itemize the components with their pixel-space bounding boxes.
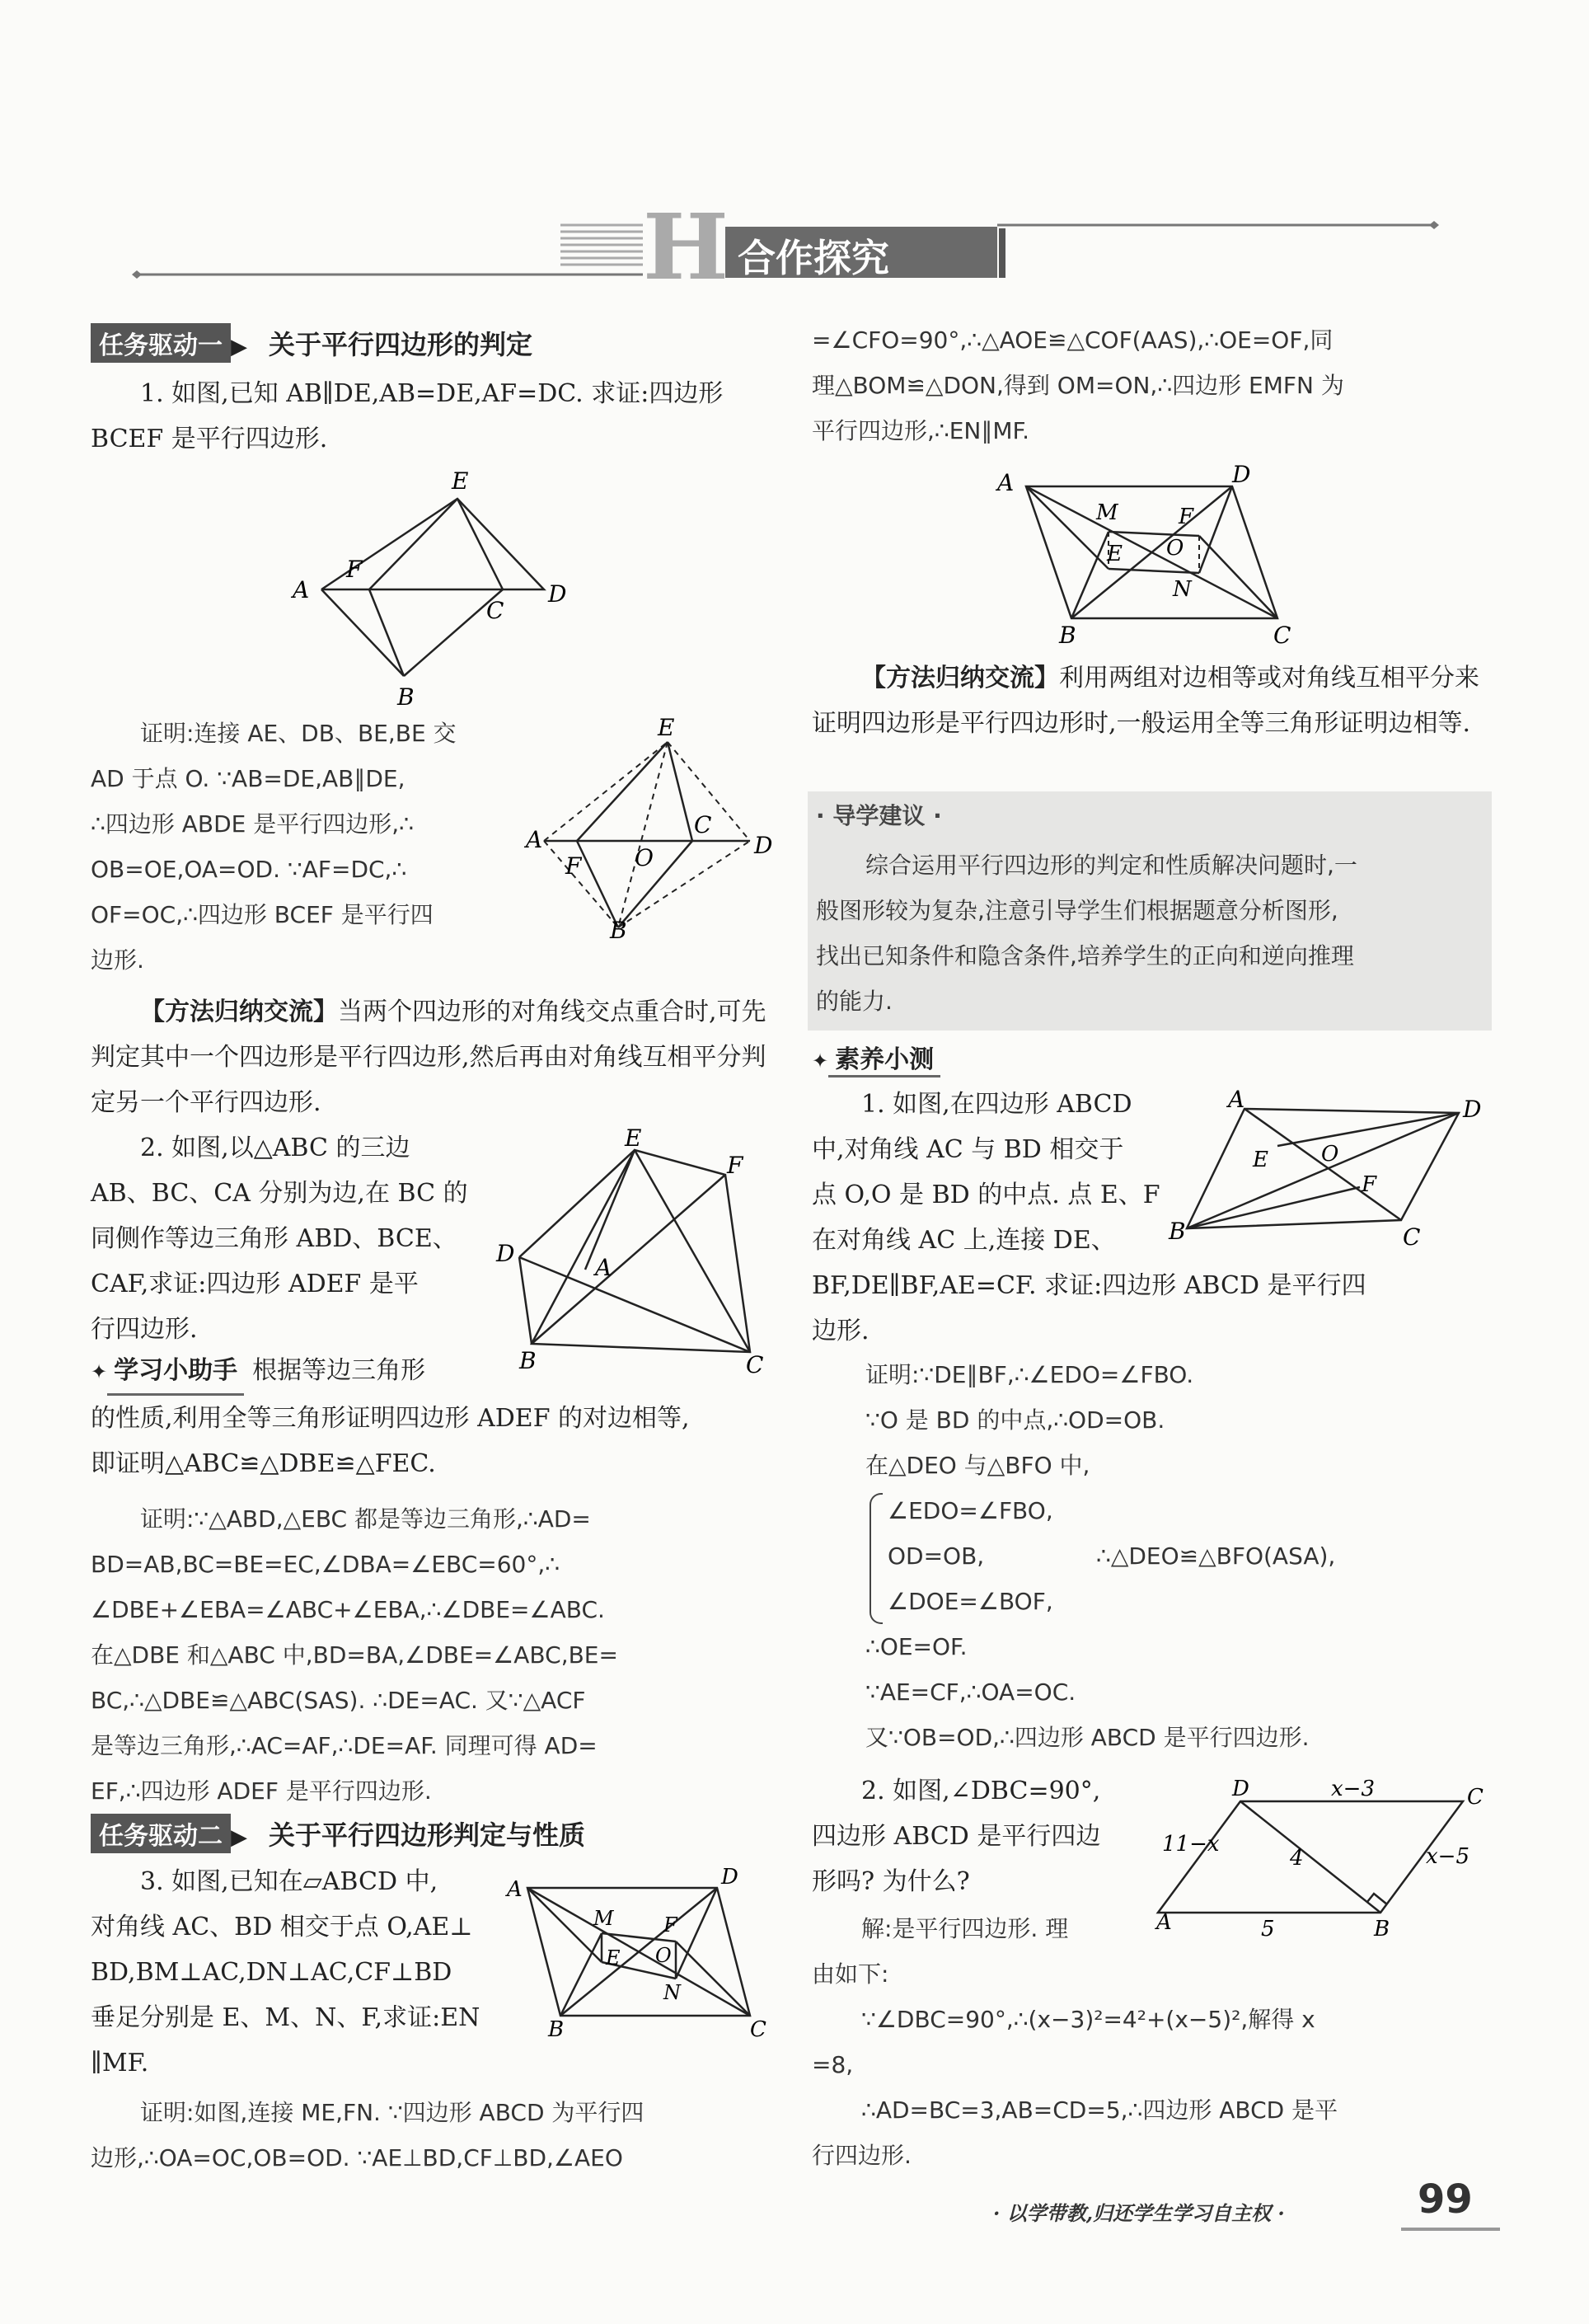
star-icon: ✦ xyxy=(91,1360,108,1383)
fig7-label-A: A xyxy=(1156,1910,1172,1935)
proof-line: BD=AB,BC=BE=EC,∠DBA=∠EBC=60°,∴ xyxy=(91,1551,560,1578)
helper-label: 学习小助手 xyxy=(107,1348,244,1396)
fig5-label-N: N xyxy=(1173,577,1192,602)
fig2-label-C: C xyxy=(694,811,712,838)
task1-method xyxy=(91,989,766,1125)
helper-line: 的性质,利用全等三角形证明四边形 ADEF 的对边相等, xyxy=(91,1404,690,1433)
proof-line: BC,∴△DBE≌△ABC(SAS). ∴DE=AC. 又∵△ACF xyxy=(91,1687,586,1714)
fig2-label-A: A xyxy=(526,826,543,853)
fig7-label-x-3: x−3 xyxy=(1331,1777,1375,1801)
fig3-label-E: E xyxy=(625,1124,642,1152)
section-header xyxy=(132,194,1434,300)
task2-question3 xyxy=(91,1859,519,2086)
fig6-label-D: D xyxy=(1463,1096,1482,1123)
fig1-label-A: A xyxy=(293,576,310,603)
helper-text: 根据等边三角形 xyxy=(252,1356,426,1385)
fig2-label-E: E xyxy=(658,714,675,741)
header-title: 合作探究 xyxy=(738,236,889,280)
q2-line: 行四边形. xyxy=(91,1315,198,1344)
guide-line: 综合运用平行四边形的判定和性质解决问题时,一 xyxy=(865,852,1357,879)
q2-line: 同侧作等边三角形 ABD、BCE、 xyxy=(91,1224,457,1253)
quiz-proof1 xyxy=(812,1352,1496,1488)
guide-title: · 导学建议 · xyxy=(816,802,942,829)
fig7-label-C: C xyxy=(1467,1785,1484,1810)
quiz-q1-line: 中,对角线 AC 与 BD 相交于 xyxy=(812,1135,1124,1164)
proof-line: 平行四边形,∴EN∥MF. xyxy=(812,417,1030,444)
proof-line: 理△BOM≌△DON,得到 OM=ON,∴四边形 EMFN 为 xyxy=(812,372,1344,399)
fig5-label-C: C xyxy=(1273,622,1291,649)
fig6-label-B: B xyxy=(1169,1218,1186,1245)
equation-system xyxy=(869,1488,1496,1628)
quiz-label: 素养小测 xyxy=(828,1039,940,1077)
task2-badge: 任务驱动二 xyxy=(91,1814,231,1853)
teaching-guide-box xyxy=(808,791,1492,1031)
fig2-label-B: B xyxy=(610,917,627,944)
fig4-label-N: N xyxy=(663,1981,681,2004)
fig7-label-B: B xyxy=(1374,1917,1390,1941)
task1-badge: 任务驱动一 xyxy=(91,323,231,363)
proof-line: 边形,∴OA=OC,OB=OD. ∵AE⊥BD,CF⊥BD,∠AEO xyxy=(91,2144,623,2171)
fig4-label-D: D xyxy=(721,1865,738,1890)
figure-3 xyxy=(495,1124,775,1378)
guide-line: 找出已知条件和隐含条件,培养学生的正向和逆向推理 xyxy=(816,942,1354,970)
fig7-label-x-5: x−5 xyxy=(1426,1844,1469,1869)
q3-line: 3. 如图,已知在▱ABCD 中, xyxy=(140,1867,438,1896)
proof-line: OB=OE,OA=OD. ∵AF=DC,∴ xyxy=(91,856,407,883)
system-line: OD=OB, xyxy=(888,1542,985,1570)
fig1-label-B: B xyxy=(397,683,415,711)
header-letter: H xyxy=(643,194,729,300)
guide-line: 般图形较为复杂,注意引导学生们根据题意分析图形, xyxy=(816,897,1338,924)
q2-line: AB、BC、CA 分别为边,在 BC 的 xyxy=(91,1179,468,1208)
fig5-label-E: E xyxy=(1107,542,1123,566)
star-icon: ✦ xyxy=(812,1049,829,1073)
proof-line: 又∵OB=OD,∴四边形 ABCD 是平行四边形. xyxy=(865,1724,1310,1751)
proof-line: 边形. xyxy=(91,946,144,974)
solution-line: ∴AD=BC=3,AB=CD=5,∴四边形 ABCD 是平 xyxy=(861,2096,1338,2124)
fig1-label-F: F xyxy=(346,556,363,583)
task1-proof xyxy=(91,711,519,983)
method-label: 【方法归纳交流】 xyxy=(140,998,338,1026)
fig4-label-C: C xyxy=(750,2017,766,2042)
fig7-label-11-x: 11−x xyxy=(1162,1832,1220,1857)
quiz-q1-line: 在对角线 AC 上,连接 DE、 xyxy=(812,1226,1116,1255)
proof-line: EF,∴四边形 ADEF 是平行四边形. xyxy=(91,1777,432,1805)
fig6-label-O: O xyxy=(1321,1142,1339,1167)
proof-line: 是等边三角形,∴AC=AF,∴DE=AF. 同理可得 AD= xyxy=(91,1732,598,1759)
system-result: ∴△DEO≌△BFO(ASA), xyxy=(1096,1542,1336,1570)
quiz-question2 xyxy=(812,1768,1174,1904)
fig4-label-B: B xyxy=(548,2017,565,2042)
system-line: ∠DOE=∠BOF, xyxy=(888,1588,1053,1615)
proof-line: OF=OC,∴四边形 BCEF 是平行四 xyxy=(91,901,434,928)
quiz-q2-line: 四边形 ABCD 是平行四边 xyxy=(812,1822,1101,1851)
proof-line: 证明:∵△ABD,△EBC 都是等边三角形,∴AD= xyxy=(140,1505,591,1533)
fig5-label-F: F xyxy=(1179,505,1194,529)
fig7-label-D: D xyxy=(1232,1777,1249,1801)
proof-line: ∠DBE+∠EBA=∠ABC+∠EBA,∴∠DBE=∠ABC. xyxy=(91,1596,605,1623)
fig4-label-A: A xyxy=(507,1877,523,1902)
fig6-label-E: E xyxy=(1253,1148,1268,1172)
system-line: ∠EDO=∠FBO, xyxy=(888,1497,1053,1524)
helper-line: 即证明△ABC≌△DBE≌△FEC. xyxy=(91,1449,436,1478)
solution-line: 解:是平行四边形. 理 xyxy=(861,1915,1069,1942)
figure-5 xyxy=(993,458,1306,647)
proof-line: 证明:如图,连接 ME,FN. ∵四边形 ABCD 为平行四 xyxy=(140,2099,645,2126)
page-number-underline xyxy=(1401,2228,1500,2231)
quiz-q2-line: 形吗? 为什么? xyxy=(812,1867,970,1896)
proof-line: =∠CFO=90°,∴△AOE≌△COF(AAS),∴OE=OF,同 xyxy=(812,326,1334,354)
proof-line: 证明:∵DE∥BF,∴∠EDO=∠FBO. xyxy=(865,1361,1194,1388)
task1-question2 xyxy=(91,1125,511,1352)
fig7-label-5: 5 xyxy=(1261,1917,1275,1941)
fig1-label-E: E xyxy=(452,467,469,495)
fig4-label-E: E xyxy=(606,1946,621,1970)
fig4-label-F: F xyxy=(663,1913,677,1937)
fig3-label-A: A xyxy=(595,1254,612,1281)
fig7-label-4: 4 xyxy=(1290,1846,1304,1871)
quiz-solution2 xyxy=(812,1906,1496,2178)
fig3-label-F: F xyxy=(727,1152,743,1179)
fig3-label-D: D xyxy=(496,1240,515,1267)
fig5-label-O: O xyxy=(1166,536,1184,561)
fig5-label-D: D xyxy=(1232,461,1251,488)
guide-line: 的能力. xyxy=(816,988,893,1015)
q3-line: 垂足分别是 E、M、N、F,求证:EN xyxy=(91,2003,480,2032)
fig1-label-C: C xyxy=(486,597,504,624)
quiz-heading xyxy=(812,1039,949,1077)
quiz-q1-line: 1. 如图,在四边形 ABCD xyxy=(861,1090,1132,1119)
proof-line: 在△DBE 和△ABC 中,BD=BA,∠DBE=∠ABC,BE= xyxy=(91,1641,618,1669)
footer-motto: · 以学带教,归还学生学习自主权 · xyxy=(993,2201,1285,2225)
task2-proof3 xyxy=(91,2090,775,2181)
fig6-label-C: C xyxy=(1403,1223,1421,1251)
q3-line: BD,BM⊥AC,DN⊥AC,CF⊥BD xyxy=(91,1958,452,1987)
task1-heading xyxy=(91,323,791,363)
quiz-proof1-end xyxy=(812,1624,1496,1760)
task1-proof2 xyxy=(91,1496,775,1814)
task2-method xyxy=(812,655,1488,746)
solution-line: ∵∠DBC=90°,∴(x−3)²=4²+(x−5)²,解得 x xyxy=(861,2006,1315,2033)
q3-line: 对角线 AC、BD 相交于点 O,AE⊥ xyxy=(91,1913,473,1941)
figure-2 xyxy=(526,714,775,944)
arrow-icon: ▶ xyxy=(231,335,247,359)
proof-line: 在△DEO 与△BFO 中, xyxy=(865,1452,1090,1479)
fig4-label-O: O xyxy=(655,1944,672,1967)
fig5-label-M: M xyxy=(1096,500,1118,525)
quiz-q1-line: BF,DE∥BF,AE=CF. 求证:四边形 ABCD 是平行四 xyxy=(812,1271,1366,1300)
q2-line: CAF,求证:四边形 ADEF 是平 xyxy=(91,1270,419,1298)
fig1-label-D: D xyxy=(548,580,567,608)
fig6-label-F: F xyxy=(1362,1172,1377,1197)
task2-heading xyxy=(91,1814,791,1853)
figure-6 xyxy=(1170,1084,1500,1249)
fig4-label-M: M xyxy=(593,1907,614,1930)
method-text: 当两个四边形的对角线交点重合时,可先判定其中一个四边形是平行四边形,然后再由对角线互相平分判定另一个平行四边形. xyxy=(91,998,766,1117)
q3-line: ∥MF. xyxy=(91,2049,149,2078)
proof-line: AD 于点 O. ∵AB=DE,AB∥DE, xyxy=(91,765,405,792)
proof-line: 证明:连接 AE、DB、BE,BE 交 xyxy=(140,720,457,747)
task2-proof3-cont xyxy=(812,317,1496,453)
fig2-label-F: F xyxy=(565,852,582,880)
arrow-icon: ▶ xyxy=(231,1825,247,1850)
solution-line: 由如下: xyxy=(812,1960,889,1988)
figure-1 xyxy=(280,466,585,709)
proof-line: ∴四边形 ABDE 是平行四边形,∴ xyxy=(91,810,414,838)
quiz-q2-line: 2. 如图,∠DBC=90°, xyxy=(861,1777,1101,1805)
solution-line: =8, xyxy=(812,2051,854,2078)
method-text: 利用两组对边相等或对角线互相平分来证明四边形是平行四边形时,一般运用全等三角形证明边相等. xyxy=(812,664,1479,738)
proof-line: ∵O 是 BD 的中点,∴OD=OB. xyxy=(865,1406,1165,1434)
task1-question1: 1. 如图,已知 AB∥DE,AB=DE,AF=DC. 求证:四边形 BCEF 是平行四边形. xyxy=(91,379,724,453)
fig2-label-O: O xyxy=(635,844,654,871)
task1-title: 关于平行四边形的判定 xyxy=(269,329,533,360)
proof-line: ∴OE=OF. xyxy=(865,1633,968,1660)
page-number: 99 xyxy=(1418,2176,1473,2223)
fig5-label-B: B xyxy=(1059,622,1076,649)
figure-4 xyxy=(503,1859,775,2040)
quiz-q1-line: 边形. xyxy=(812,1317,869,1345)
fig3-label-B: B xyxy=(519,1347,537,1374)
solution-line: 行四边形. xyxy=(812,2142,912,2169)
quiz-q1-line: 点 O,O 是 BD 的中点. 点 E、F xyxy=(812,1181,1160,1209)
brace-icon xyxy=(869,1493,883,1624)
fig5-label-A: A xyxy=(997,469,1015,496)
task2-title: 关于平行四边形判定与性质 xyxy=(269,1819,586,1851)
q2-line: 2. 如图,以△ABC 的三边 xyxy=(140,1134,410,1162)
method-label: 【方法归纳交流】 xyxy=(861,664,1059,693)
fig3-label-C: C xyxy=(746,1351,764,1378)
fig6-label-A: A xyxy=(1228,1086,1245,1113)
learning-helper xyxy=(91,1348,766,1486)
fig2-label-D: D xyxy=(754,832,773,859)
proof-line: ∵AE=CF,∴OA=OC. xyxy=(865,1678,1076,1706)
